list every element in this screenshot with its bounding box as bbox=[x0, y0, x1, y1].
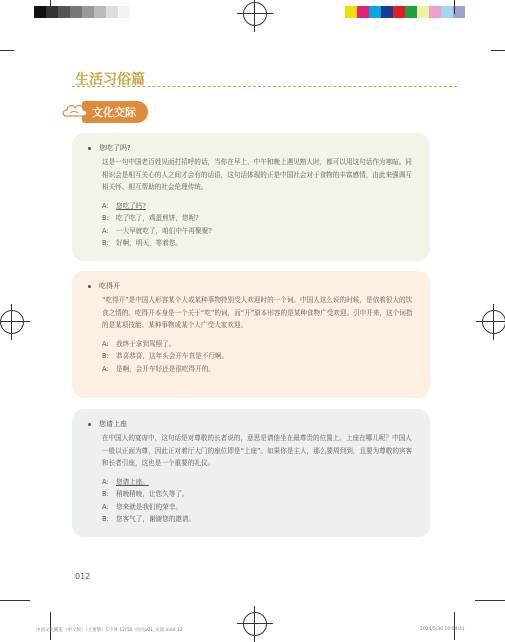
crop-mark bbox=[491, 50, 505, 51]
grey-calibration-bar bbox=[34, 6, 130, 18]
card-paragraph: 在中国人的宴席中，这句话是对尊敬的长者说的，意思是请他坐在最尊贵的位置上。上座在哪儿呢？中国人一般以正面为尊，因此正对着厅大门的座位即是“上座”。如果你是主人，那么要周到到，且要为尊敬的宾客和长者引座，这也是一个重要的礼仪。 bbox=[102, 434, 413, 467]
card-paragraph: 这是一句中国老百姓见面打招呼的话，当你在早上、中午和晚上遇见熟人时，都可以用这句话作为寒暄。同相识会是相互关心的人之间才会有的话语，这句话体现的正是中国社会对于食物的丰富感情，由此来强调互相关怀、相互帮助的社会伦理传统。 bbox=[102, 158, 412, 191]
registration-mark-left bbox=[0, 310, 24, 334]
section-divider bbox=[72, 86, 457, 87]
dialogue-line: A: 一大早就吃了，咱们中午再聚聚? bbox=[102, 226, 212, 235]
dialogue-line: B: 稍晚稍晚，让您久等了。 bbox=[102, 490, 189, 498]
card-heading bbox=[88, 143, 416, 153]
registration-mark-right bbox=[482, 310, 505, 334]
crop-mark bbox=[454, 612, 455, 640]
dialogue-line: B: 吃了吃了，鸡蛋煎饼，您呢? bbox=[102, 214, 199, 222]
culture-tab bbox=[62, 101, 148, 123]
color-calibration-bar bbox=[345, 6, 465, 18]
tab-label: 文化交际 bbox=[82, 101, 148, 123]
crop-mark bbox=[50, 0, 51, 14]
bullet-icon bbox=[88, 423, 91, 426]
registration-mark-bottom bbox=[243, 612, 267, 636]
card-heading-text: 吃得开 bbox=[99, 282, 120, 290]
dialogue-line: B: 您客气了，谢谢您的邀请。 bbox=[102, 515, 196, 523]
registration-mark-top bbox=[243, 2, 267, 26]
card-greeting bbox=[72, 133, 430, 261]
card-seat bbox=[72, 409, 430, 537]
section-title: 生活习俗篇 bbox=[75, 72, 145, 88]
card-heading-text: 您吃了吗? bbox=[99, 144, 131, 152]
dialogue-line: A: 我终于拿到驾照了。 bbox=[102, 339, 176, 348]
dialogue-line: A: 您吃了吗? bbox=[102, 201, 146, 210]
crop-mark bbox=[475, 600, 505, 601]
crop-mark bbox=[0, 50, 14, 51]
card-heading-text: 您请上座 bbox=[99, 420, 127, 428]
crop-mark bbox=[454, 0, 455, 14]
card-heading bbox=[88, 281, 416, 291]
dialogue-line: B: 好啊，明天，等着您。 bbox=[102, 239, 182, 247]
dialogue-line: B: 恭喜恭喜，这年头会开车真是不行啊。 bbox=[102, 352, 229, 360]
footer-timestamp: 2024/5/30 10:04:41 bbox=[420, 627, 465, 632]
bullet-icon bbox=[88, 147, 91, 150]
card-heading bbox=[88, 419, 416, 429]
crop-mark bbox=[0, 600, 30, 601]
cloud-icon bbox=[62, 102, 88, 122]
crop-mark bbox=[50, 612, 51, 640]
bullet-icon bbox=[88, 285, 91, 288]
dialogue-line: A: 您请上座。 bbox=[102, 477, 149, 486]
page-number: 012 bbox=[75, 572, 91, 581]
dialogue-line: A: 是啊，会开车好还是很吃得开的。 bbox=[102, 364, 215, 373]
card-popular bbox=[72, 271, 430, 398]
footer-file-info: 中国文化概览（中文版）（主要版）C字体 12/16 -内页p01_页面.indd 12 bbox=[36, 628, 183, 633]
card-paragraph: “吃得开”是中国人形容某个人或某种事物特别受人欢迎时的一个词。中国人这么说的时候，是依着很大的饮食之情的。吃得开本身是一个关于“吃”的词，而“开”原本形容的是某种食物广受欢迎。引申开来，这个词指的是某项技能、某种事物或某个人广受大家欢迎。 bbox=[102, 296, 413, 329]
dialogue-line: A: 您来就是我们的荣幸。 bbox=[102, 502, 182, 511]
